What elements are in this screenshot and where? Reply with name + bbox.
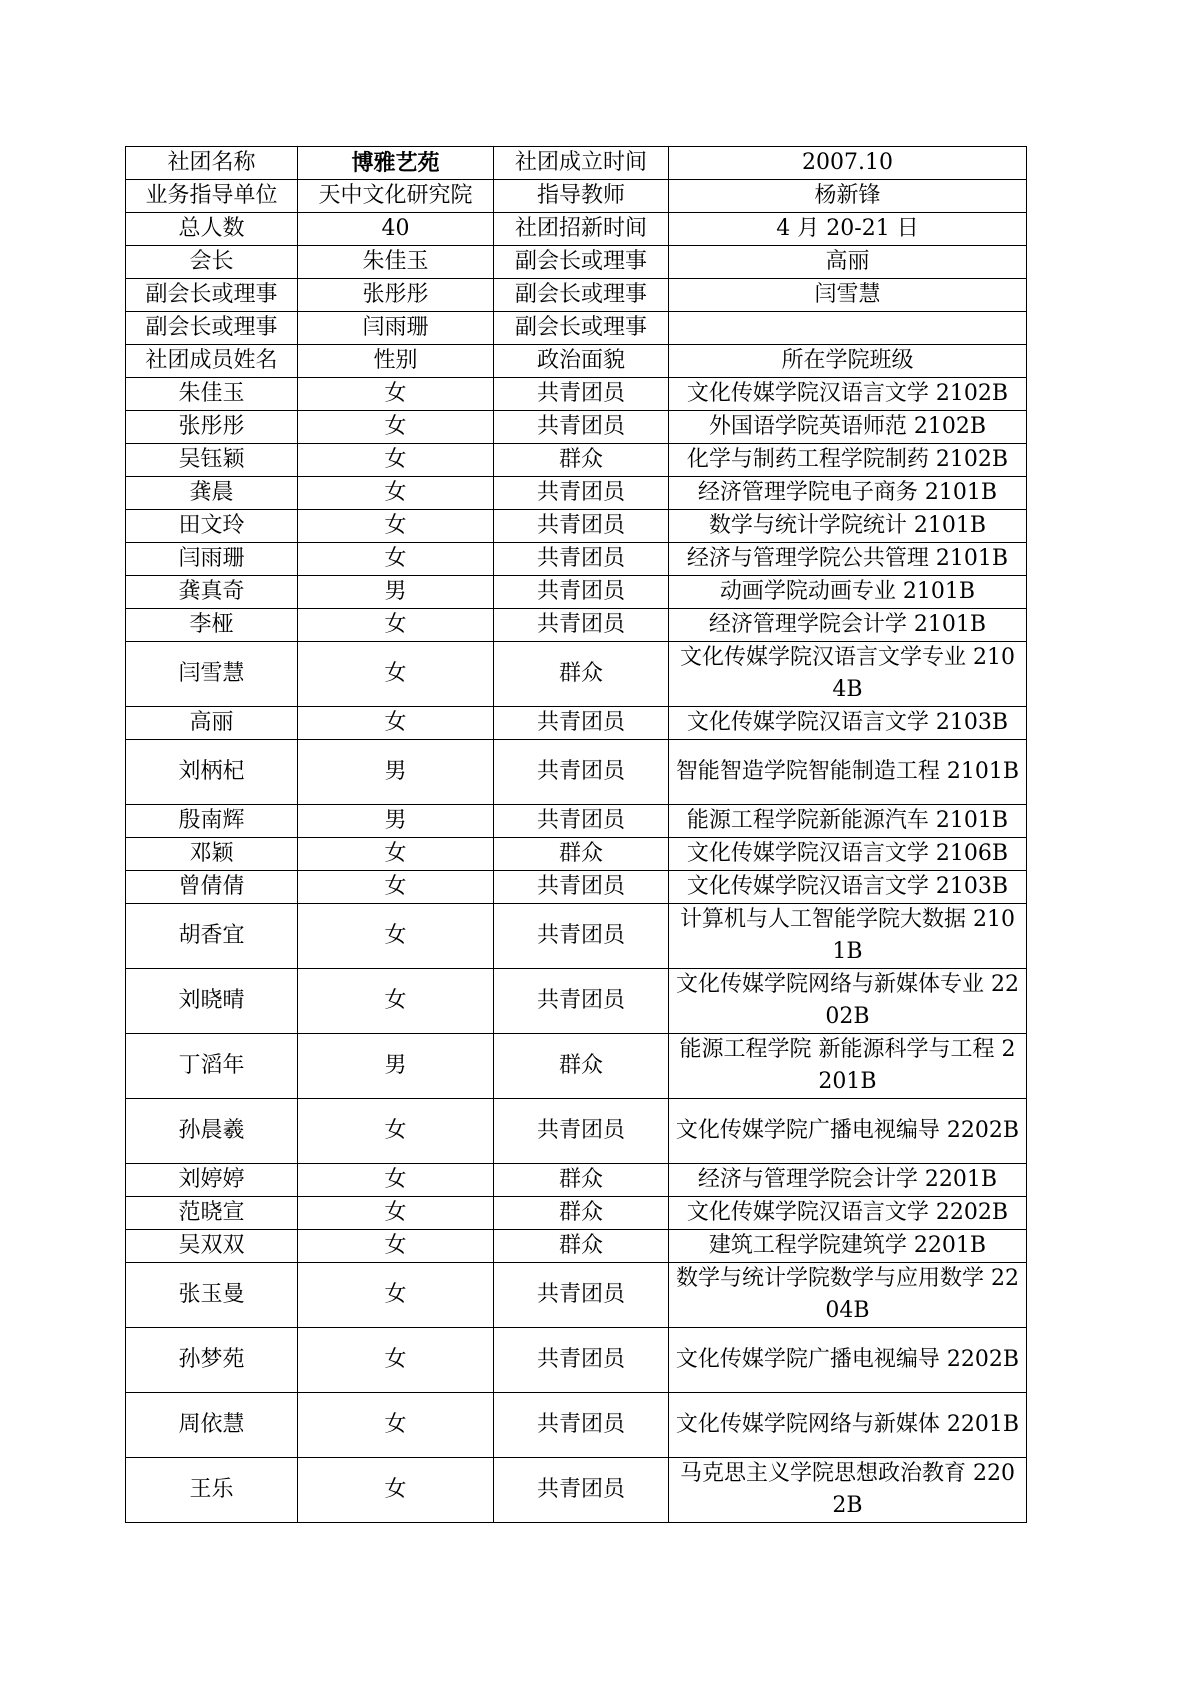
member-name: 孙晨羲 [126, 1099, 298, 1164]
member-row [126, 1458, 1027, 1523]
member-row [126, 477, 1027, 510]
member-class: 文化传媒学院汉语言文学专业 2104B [669, 642, 1027, 707]
member-gender: 女 [298, 378, 494, 411]
member-political: 群众 [494, 1034, 669, 1099]
member-name: 刘婷婷 [126, 1164, 298, 1197]
info-row-president [126, 246, 1027, 279]
value-vice-president-1: 高丽 [669, 246, 1027, 279]
info-row-club-name [126, 147, 1027, 180]
member-political: 群众 [494, 1197, 669, 1230]
member-political: 群众 [494, 444, 669, 477]
info-row-vice-1 [126, 279, 1027, 312]
member-gender: 男 [298, 740, 494, 805]
label-president: 会长 [126, 246, 298, 279]
value-supervising-unit: 天中文化研究院 [298, 180, 494, 213]
label-vice-president-1: 副会长或理事 [494, 246, 669, 279]
member-row [126, 1099, 1027, 1164]
member-name: 张彤彤 [126, 411, 298, 444]
member-name: 孙梦苑 [126, 1328, 298, 1393]
member-row [126, 740, 1027, 805]
label-vice-president-4: 副会长或理事 [126, 312, 298, 345]
member-gender: 女 [298, 1328, 494, 1393]
member-name: 丁滔年 [126, 1034, 298, 1099]
member-political: 共青团员 [494, 740, 669, 805]
member-row [126, 1263, 1027, 1328]
member-name: 吴双双 [126, 1230, 298, 1263]
member-political: 群众 [494, 1230, 669, 1263]
member-class: 马克思主义学院思想政治教育 2202B [669, 1458, 1027, 1523]
member-class: 文化传媒学院网络与新媒体专业 2202B [669, 969, 1027, 1034]
value-founded-date: 2007.10 [669, 147, 1027, 180]
member-political: 共青团员 [494, 904, 669, 969]
member-political: 共青团员 [494, 411, 669, 444]
member-gender: 男 [298, 1034, 494, 1099]
member-gender: 女 [298, 477, 494, 510]
label-founded-date: 社团成立时间 [494, 147, 669, 180]
column-header-political: 政治面貌 [494, 345, 669, 378]
member-political: 共青团员 [494, 510, 669, 543]
member-row [126, 1230, 1027, 1263]
label-vice-president-5: 副会长或理事 [494, 312, 669, 345]
label-vice-president-3: 副会长或理事 [494, 279, 669, 312]
member-row [126, 609, 1027, 642]
value-vice-president-4: 闫雨珊 [298, 312, 494, 345]
member-gender: 女 [298, 411, 494, 444]
member-political: 共青团员 [494, 1458, 669, 1523]
value-vice-president-5 [669, 312, 1027, 345]
club-info-sheet [125, 146, 1026, 1523]
member-political: 共青团员 [494, 378, 669, 411]
member-name: 朱佳玉 [126, 378, 298, 411]
label-total-members: 总人数 [126, 213, 298, 246]
member-gender: 女 [298, 707, 494, 740]
member-gender: 女 [298, 1099, 494, 1164]
member-class: 动画学院动画专业 2101B [669, 576, 1027, 609]
member-class: 经济与管理学院会计学 2201B [669, 1164, 1027, 1197]
member-name: 邓颖 [126, 838, 298, 871]
value-president: 朱佳玉 [298, 246, 494, 279]
member-name: 龚真奇 [126, 576, 298, 609]
member-gender: 女 [298, 642, 494, 707]
member-class: 文化传媒学院网络与新媒体 2201B [669, 1393, 1027, 1458]
member-row [126, 444, 1027, 477]
member-class: 经济与管理学院公共管理 2101B [669, 543, 1027, 576]
member-name: 吴钰颖 [126, 444, 298, 477]
member-row [126, 1197, 1027, 1230]
member-political: 共青团员 [494, 1263, 669, 1328]
value-vice-president-3: 闫雪慧 [669, 279, 1027, 312]
member-name: 高丽 [126, 707, 298, 740]
value-club-name: 博雅艺苑 [298, 147, 494, 180]
member-political: 共青团员 [494, 1393, 669, 1458]
member-gender: 女 [298, 444, 494, 477]
member-gender: 女 [298, 1164, 494, 1197]
member-name: 李桠 [126, 609, 298, 642]
member-gender: 女 [298, 871, 494, 904]
member-gender: 女 [298, 1263, 494, 1328]
member-class: 化学与制药工程学院制药 2102B [669, 444, 1027, 477]
member-political: 共青团员 [494, 1099, 669, 1164]
member-class: 文化传媒学院广播电视编导 2202B [669, 1099, 1027, 1164]
member-row [126, 576, 1027, 609]
member-row [126, 707, 1027, 740]
member-class: 数学与统计学院数学与应用数学 2204B [669, 1263, 1027, 1328]
member-gender: 女 [298, 1393, 494, 1458]
label-advisor: 指导教师 [494, 180, 669, 213]
member-name: 刘柄杞 [126, 740, 298, 805]
member-class: 文化传媒学院汉语言文学 2103B [669, 707, 1027, 740]
member-row [126, 805, 1027, 838]
member-political: 群众 [494, 838, 669, 871]
member-name: 龚晨 [126, 477, 298, 510]
member-class: 文化传媒学院汉语言文学 2106B [669, 838, 1027, 871]
column-header-class: 所在学院班级 [669, 345, 1027, 378]
member-row [126, 871, 1027, 904]
member-class: 能源工程学院新能源汽车 2101B [669, 805, 1027, 838]
member-class: 文化传媒学院汉语言文学 2102B [669, 378, 1027, 411]
member-gender: 女 [298, 1197, 494, 1230]
member-class: 数学与统计学院统计 2101B [669, 510, 1027, 543]
value-vice-president-2: 张彤彤 [298, 279, 494, 312]
label-recruit-time: 社团招新时间 [494, 213, 669, 246]
label-club-name: 社团名称 [126, 147, 298, 180]
member-class: 计算机与人工智能学院大数据 2101B [669, 904, 1027, 969]
member-row [126, 1393, 1027, 1458]
value-total-members: 40 [298, 213, 494, 246]
member-name: 胡香宜 [126, 904, 298, 969]
label-supervising-unit: 业务指导单位 [126, 180, 298, 213]
member-class: 文化传媒学院广播电视编导 2202B [669, 1328, 1027, 1393]
member-political: 共青团员 [494, 707, 669, 740]
member-class: 能源工程学院 新能源科学与工程 2201B [669, 1034, 1027, 1099]
value-advisor: 杨新锋 [669, 180, 1027, 213]
member-row [126, 904, 1027, 969]
member-gender: 女 [298, 543, 494, 576]
info-row-total [126, 213, 1027, 246]
info-row-supervisor [126, 180, 1027, 213]
member-class: 外国语学院英语师范 2102B [669, 411, 1027, 444]
member-political: 共青团员 [494, 477, 669, 510]
member-gender: 女 [298, 1458, 494, 1523]
member-row [126, 510, 1027, 543]
member-header-row [126, 345, 1027, 378]
member-political: 共青团员 [494, 871, 669, 904]
value-recruit-time: 4 月 20-21 日 [669, 213, 1027, 246]
member-political: 共青团员 [494, 609, 669, 642]
member-row [126, 1164, 1027, 1197]
member-gender: 女 [298, 510, 494, 543]
member-row [126, 642, 1027, 707]
member-gender: 女 [298, 1230, 494, 1263]
member-name: 刘晓晴 [126, 969, 298, 1034]
column-header-gender: 性别 [298, 345, 494, 378]
member-political: 共青团员 [494, 805, 669, 838]
column-header-name: 社团成员姓名 [126, 345, 298, 378]
member-name: 田文玲 [126, 510, 298, 543]
member-row [126, 838, 1027, 871]
member-row [126, 378, 1027, 411]
member-class: 建筑工程学院建筑学 2201B [669, 1230, 1027, 1263]
club-info-table [125, 146, 1027, 1523]
member-name: 闫雨珊 [126, 543, 298, 576]
member-political: 共青团员 [494, 543, 669, 576]
member-row [126, 969, 1027, 1034]
member-gender: 男 [298, 576, 494, 609]
member-name: 范晓宣 [126, 1197, 298, 1230]
member-name: 闫雪慧 [126, 642, 298, 707]
member-gender: 女 [298, 969, 494, 1034]
member-class: 智能智造学院智能制造工程 2101B [669, 740, 1027, 805]
member-political: 群众 [494, 1164, 669, 1197]
member-name: 张玉曼 [126, 1263, 298, 1328]
member-name: 周依慧 [126, 1393, 298, 1458]
member-gender: 女 [298, 904, 494, 969]
member-political: 共青团员 [494, 1328, 669, 1393]
member-row [126, 543, 1027, 576]
member-political: 共青团员 [494, 969, 669, 1034]
table-body [126, 147, 1027, 1523]
member-row [126, 1328, 1027, 1393]
member-row [126, 1034, 1027, 1099]
member-row [126, 411, 1027, 444]
member-class: 经济管理学院会计学 2101B [669, 609, 1027, 642]
member-political: 群众 [494, 642, 669, 707]
member-class: 文化传媒学院汉语言文学 2202B [669, 1197, 1027, 1230]
member-political: 共青团员 [494, 576, 669, 609]
member-name: 殷南辉 [126, 805, 298, 838]
member-class: 经济管理学院电子商务 2101B [669, 477, 1027, 510]
member-gender: 女 [298, 609, 494, 642]
member-gender: 男 [298, 805, 494, 838]
member-class: 文化传媒学院汉语言文学 2103B [669, 871, 1027, 904]
member-gender: 女 [298, 838, 494, 871]
label-vice-president-2: 副会长或理事 [126, 279, 298, 312]
member-name: 王乐 [126, 1458, 298, 1523]
info-row-vice-2 [126, 312, 1027, 345]
member-name: 曾倩倩 [126, 871, 298, 904]
